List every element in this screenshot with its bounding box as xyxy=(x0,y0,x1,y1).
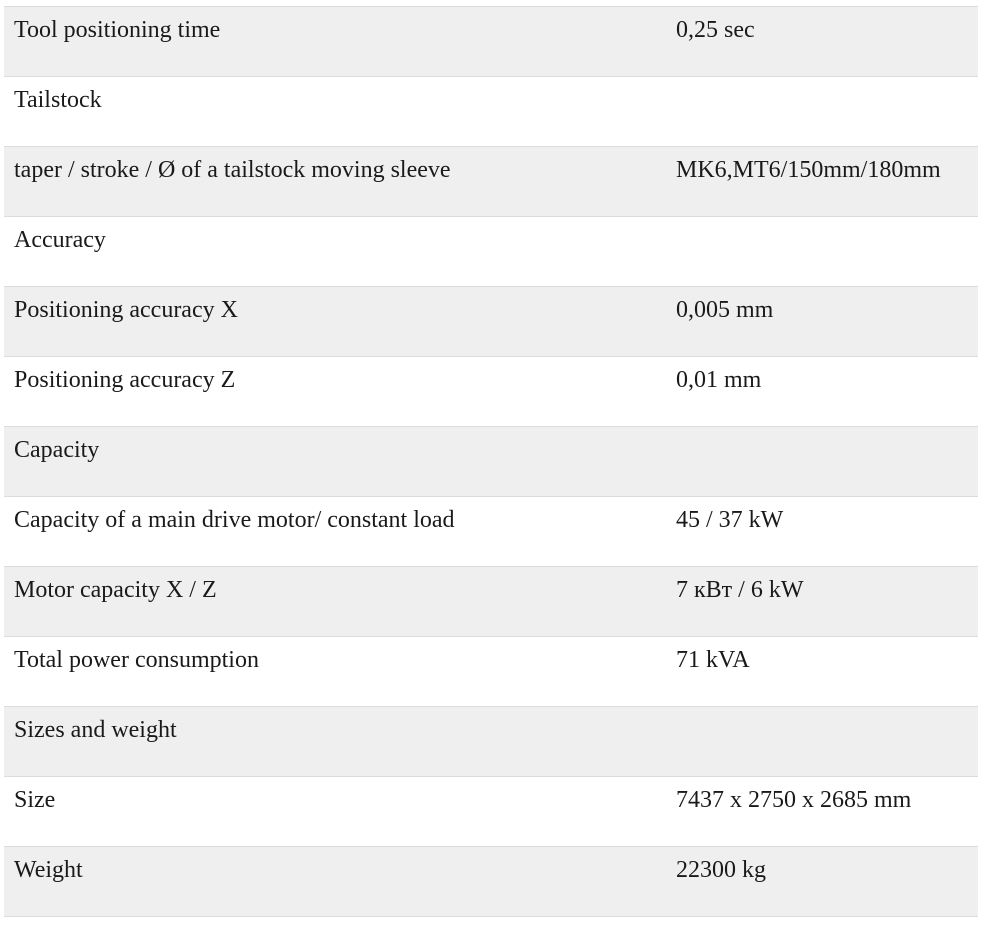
spec-row-positioning-accuracy-z xyxy=(4,357,978,427)
spec-label: Tool positioning time xyxy=(14,17,221,43)
spec-value: 0,25 sec xyxy=(676,17,755,43)
spec-label: Weight xyxy=(14,857,83,883)
spec-table xyxy=(4,6,978,917)
spec-label: Size xyxy=(14,787,56,813)
spec-row-tailstock-sleeve xyxy=(4,147,978,217)
spec-row-motor-capacity xyxy=(4,567,978,637)
spec-label: Total power consumption xyxy=(14,647,259,673)
spec-row-size xyxy=(4,777,978,847)
spec-value: 7 кВт / 6 kW xyxy=(676,577,804,603)
spec-value: 0,005 mm xyxy=(676,297,774,323)
spec-label: Positioning accuracy X xyxy=(14,297,238,323)
section-heading: Sizes and weight xyxy=(14,717,177,743)
section-heading: Accuracy xyxy=(14,227,106,253)
spec-value: 45 / 37 kW xyxy=(676,507,784,533)
spec-label: taper / stroke / Ø of a tailstock moving sleeve xyxy=(14,157,451,183)
section-heading: Capacity xyxy=(14,437,100,463)
spec-value: MK6,MT6/150mm/180mm xyxy=(676,157,941,183)
spec-value xyxy=(666,77,978,146)
spec-row-main-drive-capacity xyxy=(4,497,978,567)
spec-value: 22300 kg xyxy=(676,857,766,883)
spec-value: 71 kVA xyxy=(676,647,750,673)
spec-value xyxy=(666,427,978,496)
spec-row-positioning-accuracy-x xyxy=(4,287,978,357)
spec-section-sizes-weight xyxy=(4,707,978,777)
spec-label: Motor capacity X / Z xyxy=(14,577,217,603)
spec-label: Positioning accuracy Z xyxy=(14,367,236,393)
spec-section-capacity xyxy=(4,427,978,497)
spec-value xyxy=(666,707,978,776)
spec-section-accuracy xyxy=(4,217,978,287)
spec-label: Capacity of a main drive motor/ constant load xyxy=(14,507,455,533)
section-heading: Tailstock xyxy=(14,87,102,113)
spec-row-tool-positioning-time xyxy=(4,7,978,77)
spec-row-total-power xyxy=(4,637,978,707)
spec-value: 7437 x 2750 x 2685 mm xyxy=(676,787,912,813)
spec-value: 0,01 mm xyxy=(676,367,762,393)
spec-row-weight xyxy=(4,847,978,917)
spec-section-tailstock xyxy=(4,77,978,147)
spec-value xyxy=(666,217,978,286)
